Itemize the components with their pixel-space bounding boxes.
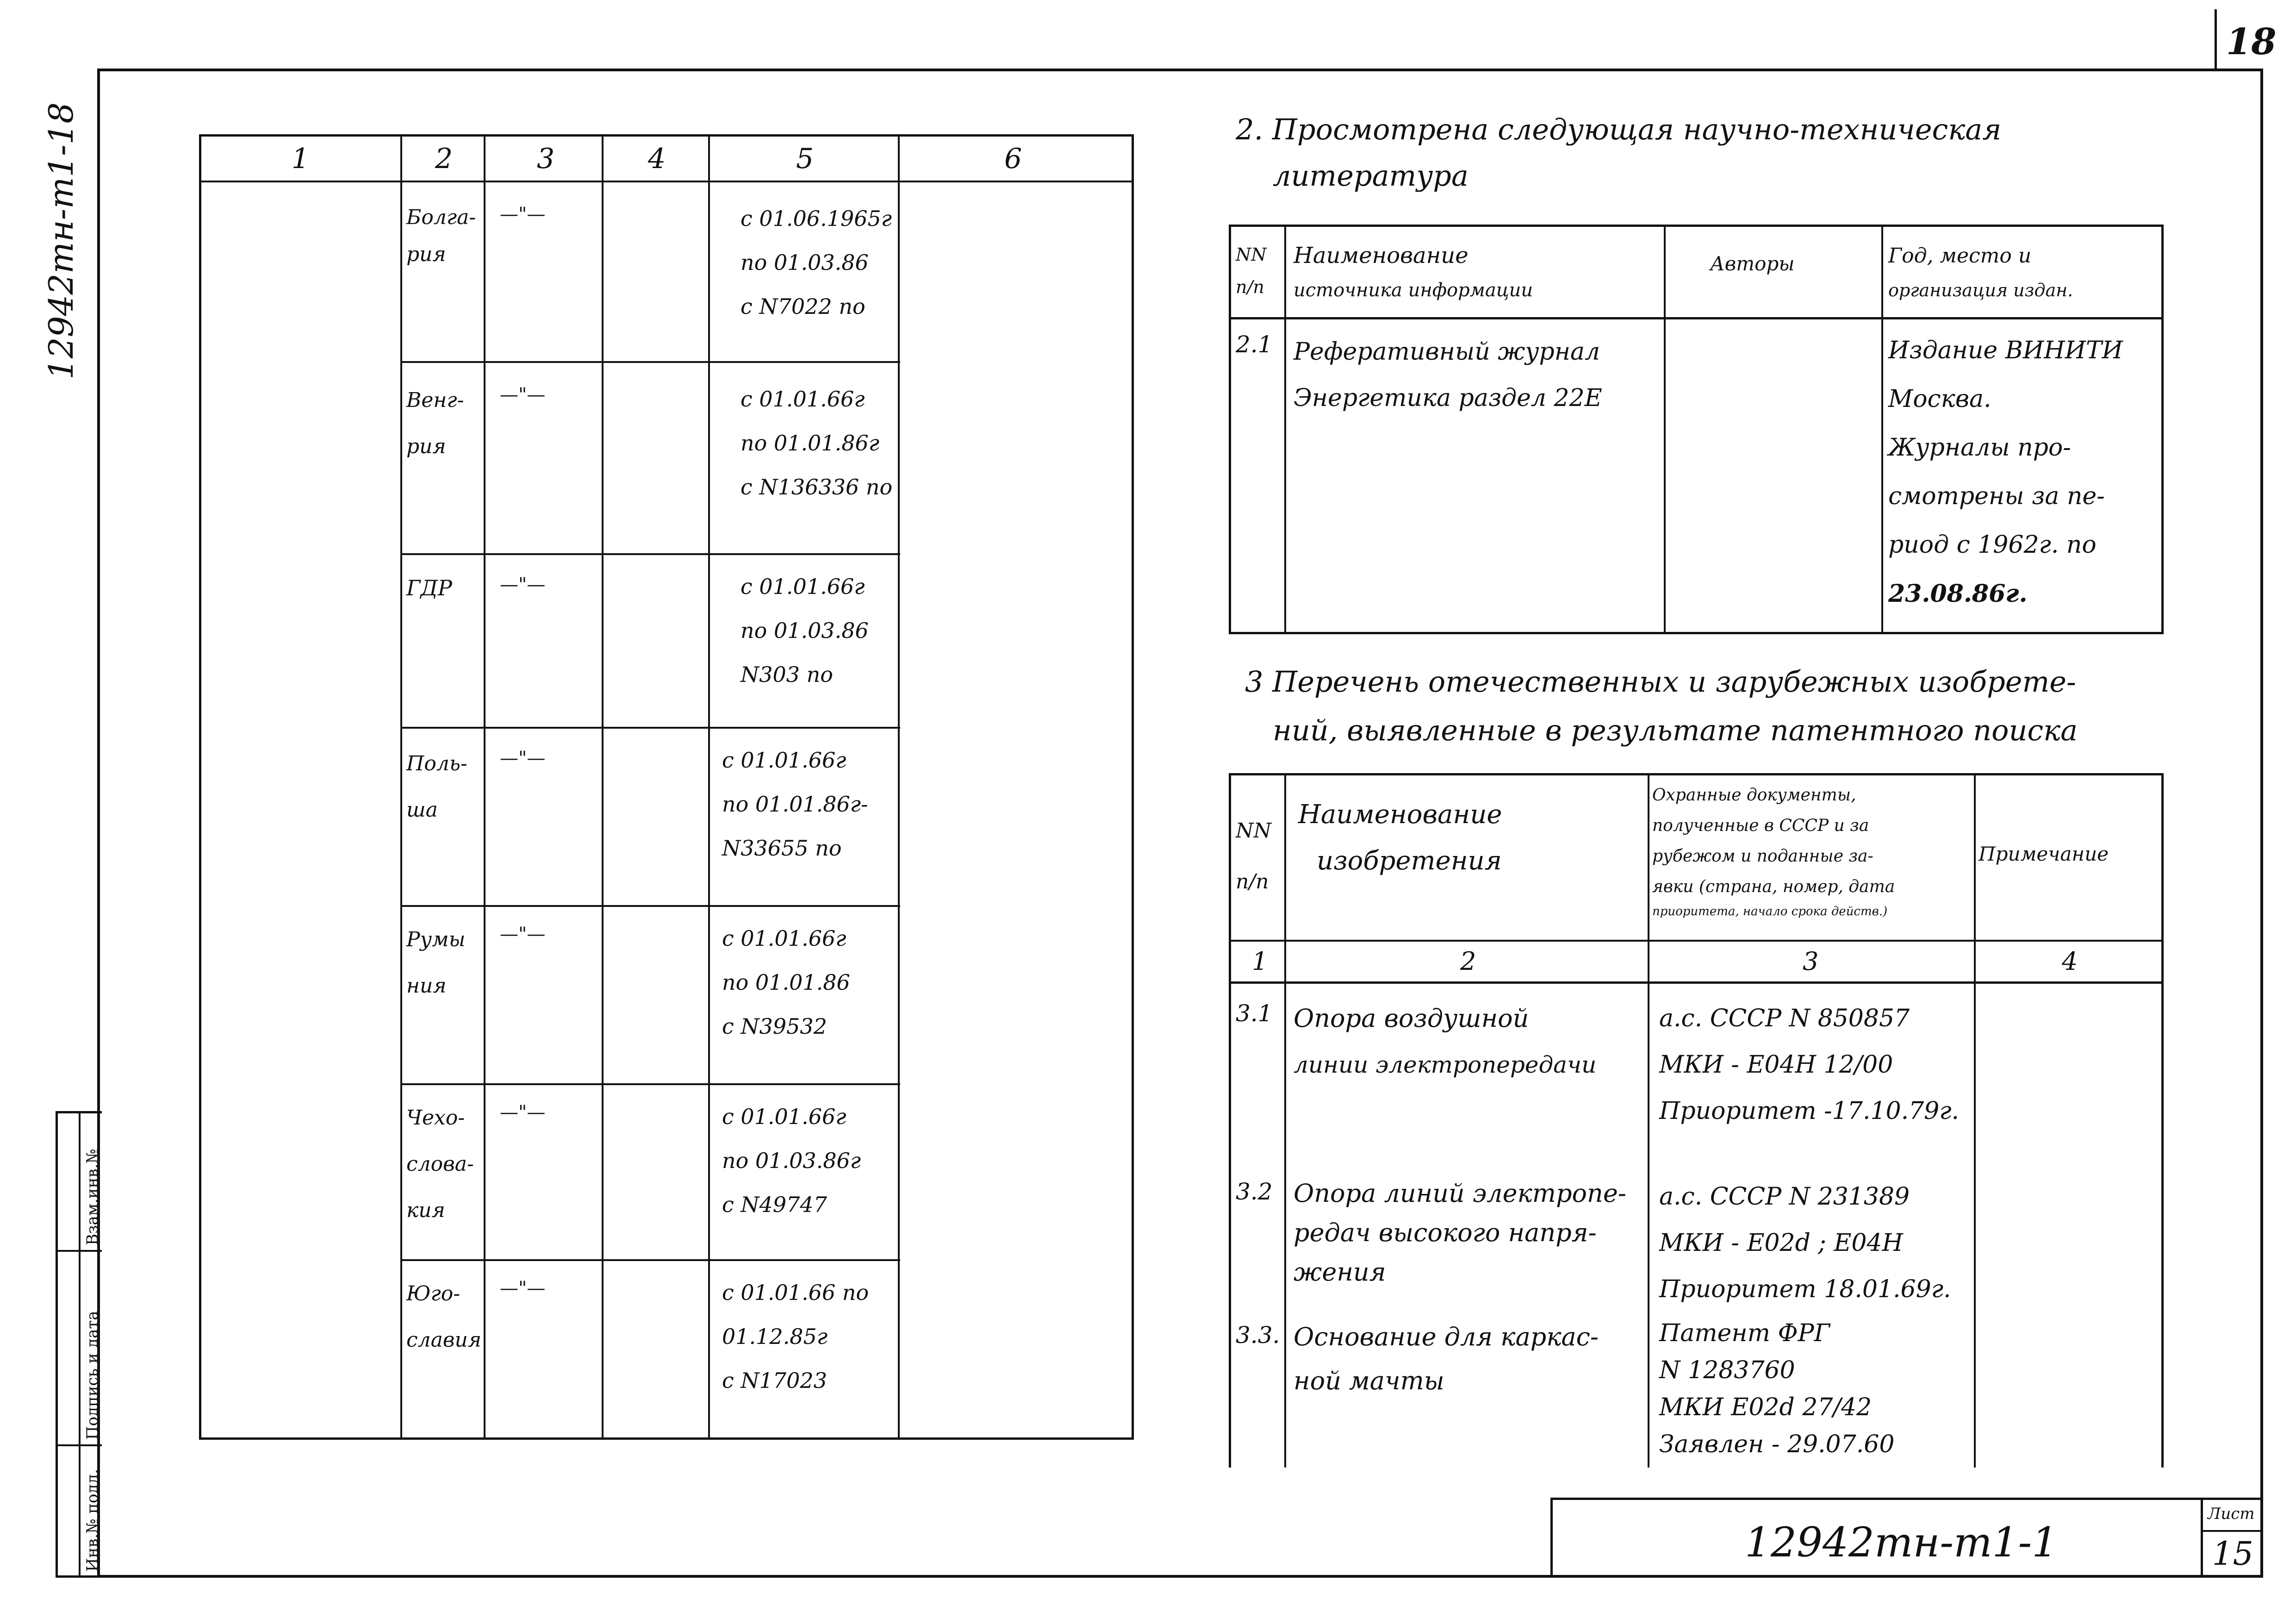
inv-row-docs: а.с. СССР N 850857 МКИ - Е04Н 12/00 Приоритет -17.10.79г. [1659,1005,1960,1125]
literature-table [1229,225,2164,634]
date-range-cell: с 01.01.66г по 01.03.86 N303 по [740,574,869,687]
left-table [199,134,1134,1440]
lit-header-num: NN п/п [1236,244,1267,297]
left-header-4: 4 [648,143,666,175]
date-range-cell: с 01.01.66г по 01.03.86г с N49747 [722,1104,861,1217]
inv-colnum-3: 3 [1803,947,1819,976]
margin-inner-line [79,1111,81,1578]
ditto-cell: —"— [500,1102,546,1123]
left-header-6: 6 [1004,143,1022,175]
section3-heading: 3 Перечень отечественных и зарубежных изобрете- ний, выявленные в результате патентного поиска [1245,665,2078,747]
corner-page-number: 18 [2226,21,2277,63]
lit-row-year: Издание ВИНИТИ Москва. Журналы про- смотрены за пе- риод с 1962г. по 23.08.86г. [1888,337,2123,608]
inv-header-name: Наименование изобретения [1298,800,1502,876]
country-cell: Болга- [406,206,476,229]
inv-row-docs: а.с. СССР N 231389 МКИ - Е02d ; Е04Н Приоритет 18.01.69г. [1659,1183,1951,1303]
table-row: Юго- славия [406,1282,481,1352]
title-block [1550,1498,2263,1578]
inv-colnum-1: 1 [1252,947,1268,976]
margin-field-3: Взам.инв.№ [83,1149,102,1245]
inv-row-name: Основание для каркас- ной мачты [1294,1322,1599,1395]
inv-header-num: NN п/п [1236,819,1271,893]
table-row: Венг- рия [406,388,464,458]
inv-header-note: Примечание [1979,843,2109,865]
left-header-3: 3 [537,143,555,175]
inv-row-num: 3.2 [1236,1178,1273,1205]
margin-divider-1 [56,1250,102,1252]
inv-colnum-4: 4 [2062,947,2078,976]
date-range-cell: с 01.01.66г по 01.01.86 с N39532 [722,926,850,1039]
ditto-cell: —"— [500,204,546,225]
date-range-cell: с 01.01.66г по 01.01.86г с N136336 по [740,387,893,500]
ditto-cell: —"— [500,924,546,945]
left-header-5: 5 [796,143,814,175]
table-row: Болга- рия [406,199,476,273]
left-header-2: 2 [435,143,453,175]
section2-heading: 2. Просмотрена следующая научно-техническая литература [1236,112,2002,193]
frame-top [97,69,2263,71]
date-range-cell: с 01.06.1965г по 01.03.86 с N7022 по [740,206,892,319]
margin-divider-2 [56,1444,102,1446]
inventions-table [1229,773,2164,1468]
lit-header-authors: Авторы [1710,252,1795,275]
inv-row-docs: Патент ФРГ N 1283760 МКИ Е02d 27/42 Заявлен - 29.07.60 [1659,1319,1895,1458]
frame-right [2260,69,2263,1578]
ditto-cell: —"— [500,384,546,406]
table-row: Поль- ша [406,752,467,822]
ditto-cell: —"— [500,574,546,595]
lit-row-name: Реферативный журнал Энергетика раздел 22Е [1294,338,1602,412]
side-code: 12942тн-т1-18 [42,102,81,380]
inv-header-docs: Охранные документы, полученные в СССР и за рубежом и поданные за- явки (страна, номер, дата приоритета, начало срока действ.) [1652,786,1895,918]
inv-row-name: Опора линий электропе- редач высокого напря- жения [1294,1179,1627,1287]
table-row: Румы ния [406,928,466,998]
table-row: ГДР [406,575,452,600]
margin-field-2: Подпись и дата [83,1311,102,1440]
sheet-number: 15 [2212,1535,2254,1573]
corner-divider [2215,9,2217,69]
date-range-cell: с 01.01.66 по 01.12.85г с N17023 [722,1280,869,1393]
ditto-cell: —"— [500,1278,546,1299]
lit-header-name: Наименование источника информации [1294,243,1533,301]
table-row: Чехо- слова- кия [406,1106,474,1222]
inv-row-num: 3.1 [1236,1000,1273,1027]
inv-row-num: 3.3. [1236,1322,1280,1349]
left-header-1: 1 [292,143,310,175]
ditto-cell: —"— [500,748,546,769]
inv-row-name: Опора воздушной линии электропередачи [1294,1004,1597,1078]
date-range-cell: с 01.01.66г по 01.01.86г- N33655 по [722,748,868,861]
margin-field-1: Инв.№ подл. [83,1469,102,1572]
lit-header-year: Год, место и организация издан. [1888,244,2073,300]
lit-row-num: 2.1 [1236,331,1273,358]
document-code: 12942тн-т1-1 [1745,1518,2058,1566]
sheet-label: Лист [2208,1505,2255,1523]
inv-colnum-2: 2 [1460,947,1476,976]
